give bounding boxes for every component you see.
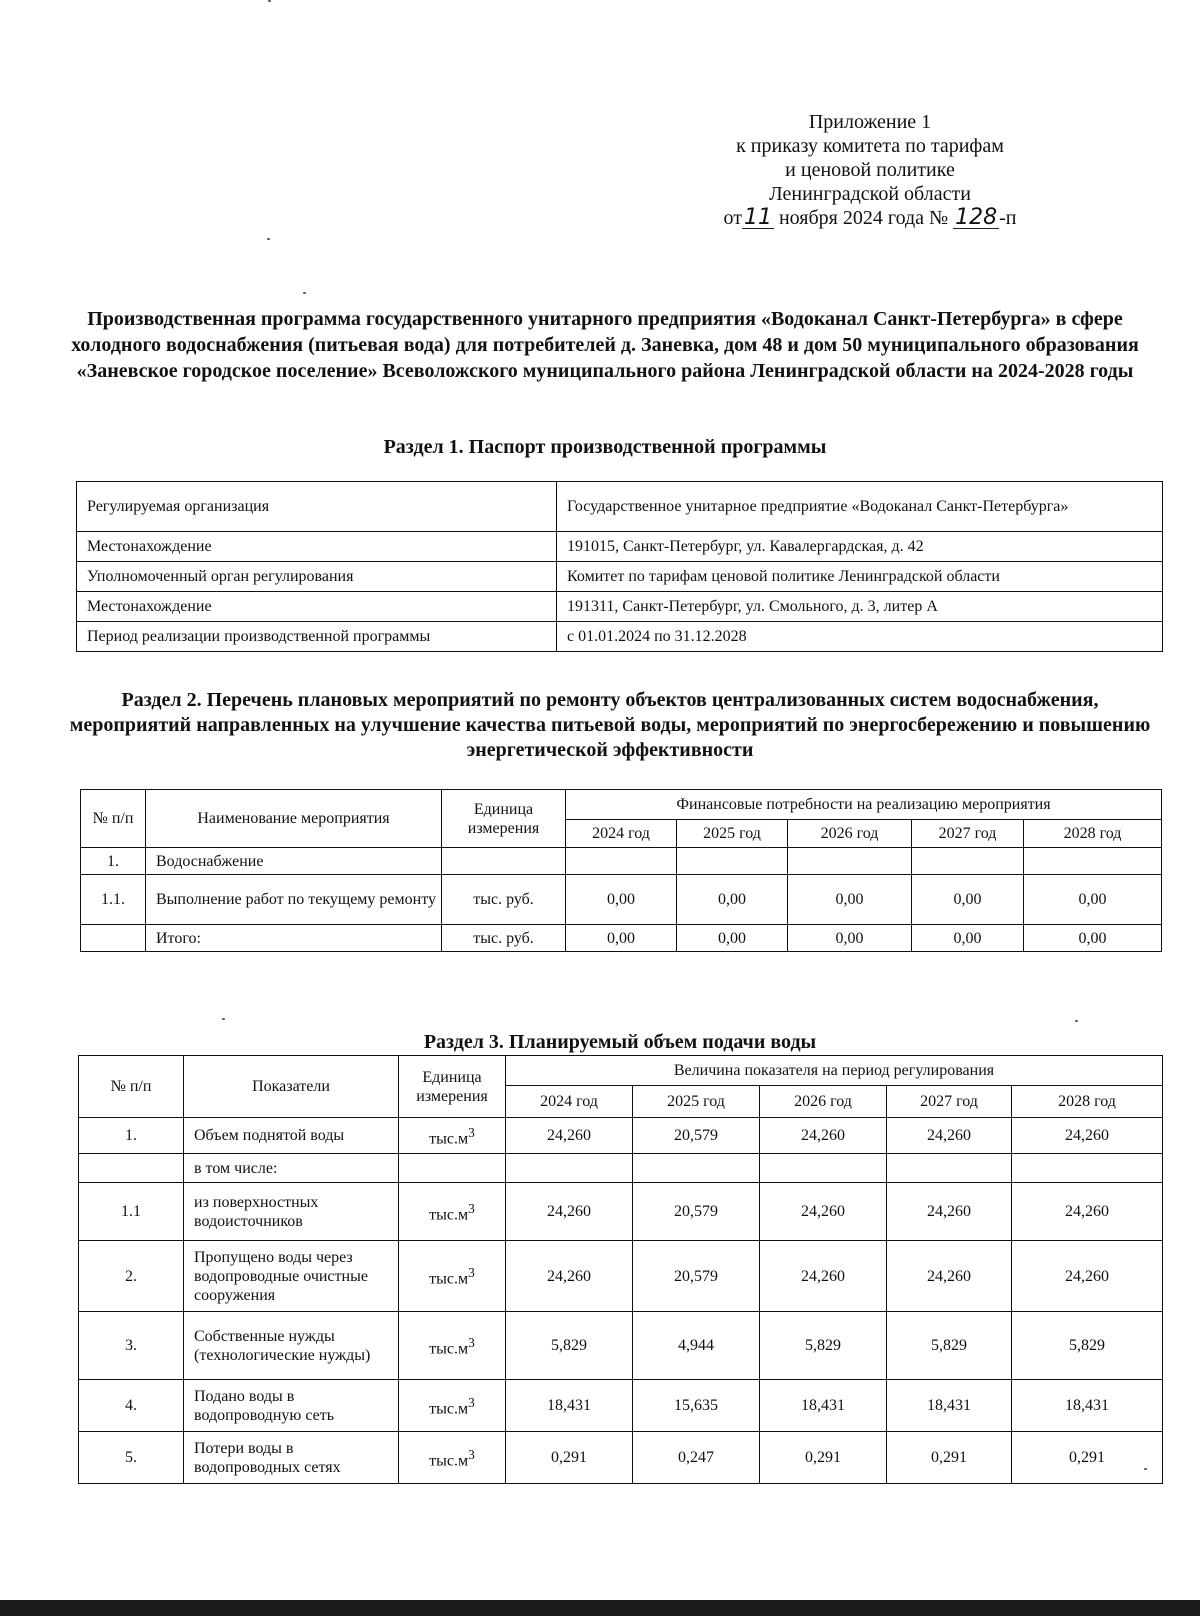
volume-row-value: 24,260 (760, 1241, 887, 1312)
passport-value: с 01.01.2024 по 31.12.2028 (557, 622, 1163, 652)
volume-row-unit (399, 1432, 506, 1484)
appendix-header (640, 110, 1100, 230)
measures-row (81, 848, 1162, 875)
section1-title: Раздел 1. Паспорт производственной программы (383, 436, 827, 458)
measures-row (81, 925, 1162, 952)
order-suffix: -п (999, 207, 1017, 229)
volume-year-header: 2024 год (506, 1086, 633, 1118)
volume-row-num: 5. (79, 1432, 184, 1484)
volume-row-value (760, 1154, 887, 1183)
measures-row-num (81, 925, 146, 952)
volume-row-unit (399, 1241, 506, 1312)
scan-speck (222, 1018, 225, 1020)
measures-row-value: 0,00 (566, 875, 677, 925)
volume-row-value: 0,291 (1012, 1432, 1163, 1484)
scan-speck (268, 0, 271, 2)
volume-row-num: 3. (79, 1312, 184, 1380)
measures-year-header: 2028 год (1024, 820, 1162, 848)
volume-header-num: № п/п (79, 1056, 184, 1118)
unit-base: тыс.м (429, 1340, 469, 1358)
volume-row-value: 15,635 (633, 1380, 760, 1432)
scan-speck (303, 292, 306, 294)
date-middle: ноября 2024 года № (778, 207, 949, 229)
volume-row-value: 24,260 (506, 1118, 633, 1154)
passport-row (77, 532, 1163, 562)
unit-superscript: 3 (468, 1265, 475, 1281)
volume-row-num: 1.1 (79, 1183, 184, 1241)
volume-row-value: 0,291 (760, 1432, 887, 1484)
volume-row-value: 5,829 (506, 1312, 633, 1380)
volume-row-value: 5,829 (760, 1312, 887, 1380)
passport-label: Местонахождение (77, 532, 557, 562)
measures-row-num: 1.1. (81, 875, 146, 925)
volume-row-value: 20,579 (633, 1241, 760, 1312)
measures-table (80, 789, 1162, 952)
volume-row (79, 1118, 1163, 1154)
volume-header-period: Величина показателя на период регулирования (506, 1056, 1163, 1086)
unit-base: тыс.м (429, 1400, 469, 1418)
unit-base: тыс.м (429, 1206, 469, 1224)
volume-row-name: в том числе: (184, 1154, 399, 1183)
measures-year-header: 2025 год (677, 820, 788, 848)
passport-table (76, 481, 1163, 652)
volume-row-value: 20,579 (633, 1183, 760, 1241)
volume-row-value: 24,260 (1012, 1241, 1163, 1312)
volume-row-value (887, 1154, 1012, 1183)
measures-year-header: 2027 год (912, 820, 1024, 848)
volume-row-name: Потери воды в водопроводных сетях (184, 1432, 399, 1484)
passport-value: 191311, Санкт-Петербург, ул. Смольного, д. 3, литер А (557, 592, 1163, 622)
unit-base: тыс.м (429, 1270, 469, 1288)
volume-row (79, 1380, 1163, 1432)
volume-year-header: 2026 год (760, 1086, 887, 1118)
volume-header-unit: Единица измерения (399, 1056, 506, 1118)
volume-row-value: 4,944 (633, 1312, 760, 1380)
measures-row-value: 0,00 (677, 925, 788, 952)
volume-row-unit (399, 1183, 506, 1241)
unit-superscript: 3 (468, 1124, 475, 1140)
volume-row-value: 5,829 (1012, 1312, 1163, 1380)
volume-row-num: 1. (79, 1118, 184, 1154)
passport-value: Государственное унитарное предприятие «Водоканал Санкт-Петербурга» (557, 482, 1163, 532)
section3-title: Раздел 3. Планируемый объем подачи воды (423, 1031, 817, 1053)
scan-edge-bar (0, 1600, 1200, 1616)
volume-row (79, 1312, 1163, 1380)
unit-base: тыс.м (429, 1452, 469, 1470)
passport-value: Комитет по тарифам ценовой политике Ленинградской области (557, 562, 1163, 592)
appendix-line-1: Приложение 1 (808, 111, 932, 133)
order-number-handwritten: 128 (955, 205, 998, 230)
volume-year-header: 2028 год (1012, 1086, 1163, 1118)
volume-row-name: из поверхностных водоисточников (184, 1183, 399, 1241)
unit-superscript: 3 (468, 1446, 475, 1462)
volume-row-value: 20,579 (633, 1118, 760, 1154)
measures-row-value (1024, 848, 1162, 875)
passport-row (77, 562, 1163, 592)
measures-header-num: № п/п (81, 790, 146, 848)
volume-row-value: 0,291 (506, 1432, 633, 1484)
appendix-line-3: и ценовой политике (785, 159, 955, 181)
passport-label: Период реализации производственной программы (77, 622, 557, 652)
measures-row-value: 0,00 (1024, 875, 1162, 925)
volume-row (79, 1241, 1163, 1312)
volume-row-value: 18,431 (760, 1380, 887, 1432)
measures-row-name: Итого: (146, 925, 442, 952)
volume-row-value: 24,260 (1012, 1118, 1163, 1154)
document-title: Производственная программа государственного унитарного предприятия «Водоканал Санкт-Петербурга» в сфере холодного водоснабжения (питьевая вода) для потребителей д. Заневка, дом 48 и дом 50 муниципального образования «Заневское городское поселение» Всеволожского муниципального района Ленинградской области на 2024-2028 годы (71, 308, 1139, 382)
passport-label: Уполномоченный орган регулирования (77, 562, 557, 592)
volume-year-header: 2025 год (633, 1086, 760, 1118)
measures-row-value: 0,00 (912, 925, 1024, 952)
volume-header-indicator: Показатели (184, 1056, 399, 1118)
measures-year-header: 2024 год (566, 820, 677, 848)
volume-row-name: Объем поднятой воды (184, 1118, 399, 1154)
volume-row-value: 24,260 (760, 1118, 887, 1154)
unit-superscript: 3 (468, 1200, 475, 1216)
unit-base: тыс.м (429, 1130, 469, 1148)
passport-label: Регулируемая организация (77, 482, 557, 532)
measures-row-value: 0,00 (912, 875, 1024, 925)
volume-row-num: 4. (79, 1380, 184, 1432)
section2-title: Раздел 2. Перечень плановых мероприятий по ремонту объектов централизованных систем водоснабжения, мероприятий направленных на улучшение качества питьевой воды, мероприятий по энергосбережению и повышению энергетической эффективности (69, 689, 1151, 761)
water-volume-table (78, 1055, 1163, 1484)
volume-row-name: Собственные нужды (технологические нужды) (184, 1312, 399, 1380)
measures-row-value (912, 848, 1024, 875)
volume-row-unit (399, 1118, 506, 1154)
appendix-date-line (640, 206, 1100, 230)
volume-row-name: Подано воды в водопроводную сеть (184, 1380, 399, 1432)
passport-value: 191015, Санкт-Петербург, ул. Кавалергардская, д. 42 (557, 532, 1163, 562)
volume-row-value: 24,260 (887, 1241, 1012, 1312)
measures-row-value: 0,00 (788, 925, 912, 952)
appendix-line-2: к приказу комитета по тарифам (736, 135, 1004, 157)
measures-row-value: 0,00 (788, 875, 912, 925)
measures-row-unit (442, 848, 566, 875)
volume-row-value: 24,260 (760, 1183, 887, 1241)
volume-row-value: 18,431 (1012, 1380, 1163, 1432)
volume-row-value: 18,431 (506, 1380, 633, 1432)
volume-row-name: Пропущено воды через водопроводные очистные сооружения (184, 1241, 399, 1312)
date-prefix: от (723, 207, 742, 229)
volume-row-value: 0,247 (633, 1432, 760, 1484)
measures-row-name: Выполнение работ по текущему ремонту (146, 875, 442, 925)
unit-superscript: 3 (468, 1394, 475, 1410)
measures-row-num: 1. (81, 848, 146, 875)
volume-row-value: 0,291 (887, 1432, 1012, 1484)
measures-row-value: 0,00 (566, 925, 677, 952)
volume-row-unit (399, 1154, 506, 1183)
volume-row-value: 24,260 (887, 1183, 1012, 1241)
volume-row-value (506, 1154, 633, 1183)
measures-row-value (566, 848, 677, 875)
volume-row (79, 1154, 1163, 1183)
measures-row-value (788, 848, 912, 875)
volume-row-value: 24,260 (506, 1183, 633, 1241)
volume-row (79, 1432, 1163, 1484)
appendix-line-4: Ленинградской области (769, 183, 971, 205)
scan-speck (267, 238, 270, 240)
volume-row-value: 24,260 (506, 1241, 633, 1312)
date-day-handwritten: 11 (743, 205, 772, 230)
volume-year-header: 2027 год (887, 1086, 1012, 1118)
measures-row-value: 0,00 (1024, 925, 1162, 952)
volume-row-value (1012, 1154, 1163, 1183)
volume-row-num: 2. (79, 1241, 184, 1312)
measures-row-value: 0,00 (677, 875, 788, 925)
passport-row (77, 482, 1163, 532)
volume-row (79, 1183, 1163, 1241)
measures-header-finance: Финансовые потребности на реализацию мероприятия (566, 790, 1162, 820)
unit-superscript: 3 (468, 1334, 475, 1350)
volume-row-value: 5,829 (887, 1312, 1012, 1380)
volume-row-value: 24,260 (1012, 1183, 1163, 1241)
passport-row (77, 592, 1163, 622)
volume-row-num (79, 1154, 184, 1183)
measures-row-name: Водоснабжение (146, 848, 442, 875)
passport-label: Местонахождение (77, 592, 557, 622)
scan-speck (1075, 1020, 1078, 1022)
measures-row-unit: тыс. руб. (442, 875, 566, 925)
volume-row-value (633, 1154, 760, 1183)
volume-row-unit (399, 1312, 506, 1380)
volume-row-value: 18,431 (887, 1380, 1012, 1432)
measures-header-name: Наименование мероприятия (146, 790, 442, 848)
volume-row-value: 24,260 (887, 1118, 1012, 1154)
measures-row-unit: тыс. руб. (442, 925, 566, 952)
measures-row (81, 875, 1162, 925)
volume-row-unit (399, 1380, 506, 1432)
measures-header-unit: Единица измерения (442, 790, 566, 848)
measures-year-header: 2026 год (788, 820, 912, 848)
measures-row-value (677, 848, 788, 875)
passport-row (77, 622, 1163, 652)
